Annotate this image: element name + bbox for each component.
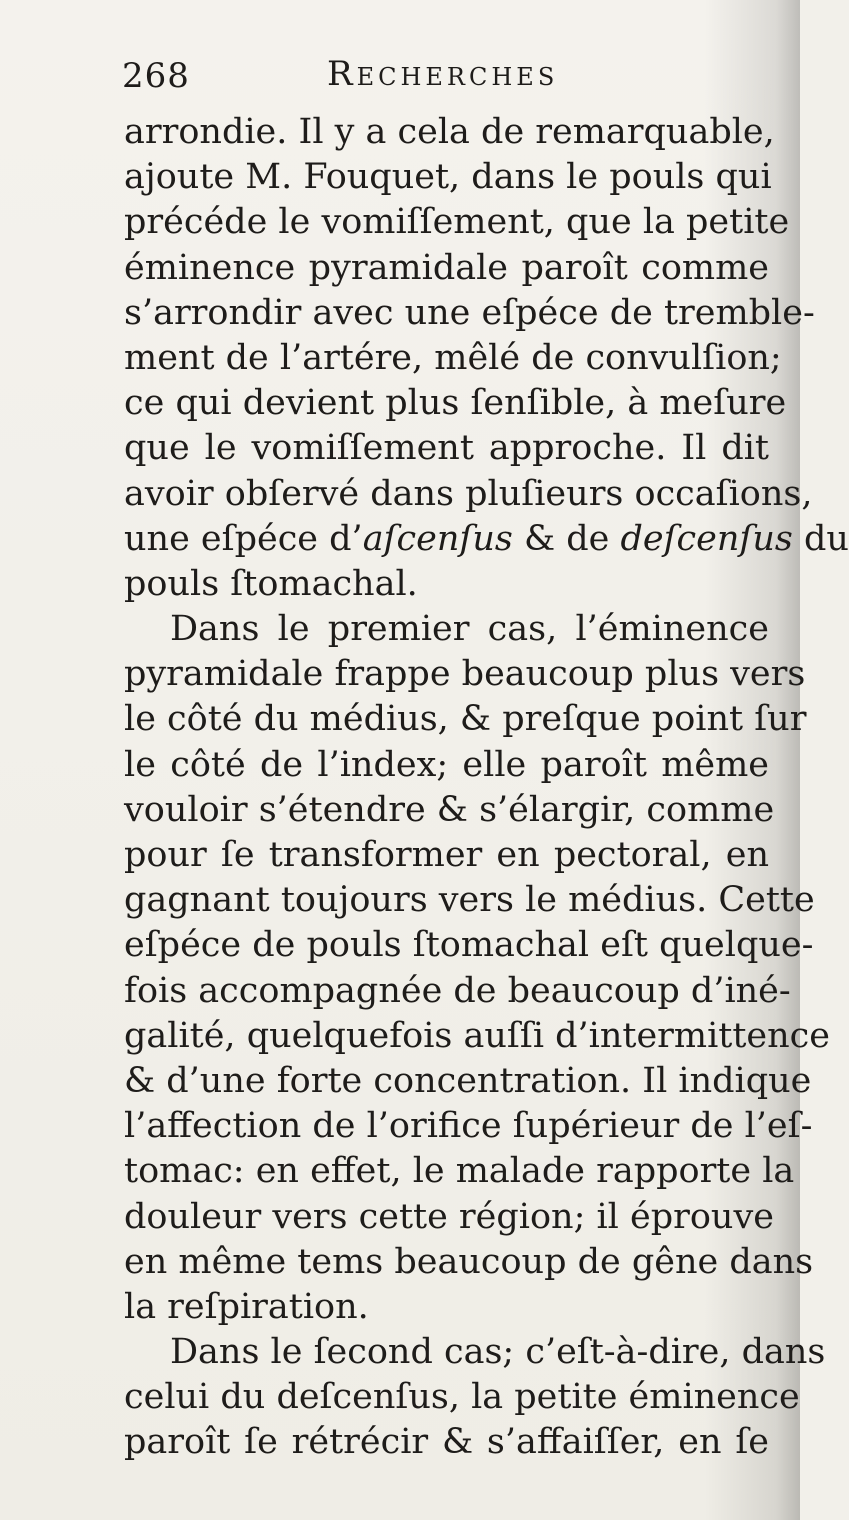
italic-term-descensus: deſcenſus (620, 518, 793, 559)
text-segment: & de (512, 518, 621, 559)
text-line: ce qui devient plus ſenſible, à meſure (124, 383, 787, 424)
running-title: Recherches (327, 54, 559, 94)
text-line: paroît ſe rétrécir & s’affaiſſer, en ſe (124, 1422, 769, 1463)
text-line: avoir obſervé dans pluſieurs occaſions, (124, 473, 813, 514)
running-head (122, 52, 622, 98)
italic-term-ascensus: aſcenſus (362, 518, 513, 559)
text-line: eſpéce de pouls ſtomachal eſt quelque- (124, 925, 814, 966)
text-segment: du (792, 518, 849, 559)
text-line: pyramidale frappe beaucoup plus vers (124, 654, 806, 695)
text-line: en même tems beaucoup de gêne dans (124, 1241, 814, 1282)
text-line: ment de l’artére, mêlé de convulſion; (124, 337, 782, 378)
text-line: douleur vers cette région; il éprouve (124, 1196, 774, 1237)
paragraph-start-line: Dans le premier cas, l’éminence (170, 609, 769, 650)
text-line: pour ſe transformer en pectoral, en (124, 835, 769, 875)
text-line: que le vomiſſement approche. Il dit (124, 428, 769, 469)
text-line: la reſpiration. (124, 1286, 369, 1327)
text-line: le côté de l’index; elle paroît même (124, 744, 769, 785)
text-line: ajoute M. Fouquet, dans le pouls qui (124, 157, 772, 198)
text-line: précéde le vomiſſement, que la petite (124, 202, 790, 243)
text-line: & d’une forte concentration. Il indique (124, 1060, 812, 1101)
text-line-mixed (124, 517, 849, 562)
paragraph-start-line: Dans le ſecond cas; c’eſt-à-dire, dans (170, 1332, 826, 1373)
text-line: fois accompagnée de beaucoup d’iné- (124, 970, 791, 1011)
text-line: éminence pyramidale paroît comme (124, 247, 769, 288)
text-segment: une eſpéce d’ (124, 518, 363, 559)
text-line: galité, quelquefois auſſi d’intermittence (124, 1015, 830, 1056)
text-line: le côté du médius, & preſque point ſur (124, 699, 807, 740)
text-line: s’arrondir avec une eſpéce de tremble- (124, 292, 815, 333)
text-line: vouloir s’étendre & s’élargir, comme (124, 789, 775, 830)
text-line: pouls ſtomachal. (124, 563, 418, 604)
text-line: tomac: en effet, le malade rapporte la (124, 1151, 795, 1192)
text-line: celui du deſcenſus, la petite éminence (124, 1377, 800, 1418)
text-line: l’affection de l’orifice ſupérieur de l’eſ- (124, 1106, 813, 1147)
text-line: gagnant toujours vers le médius. Cette (124, 880, 815, 921)
page-number: 268 (122, 56, 190, 96)
body-text (124, 110, 849, 1466)
text-line: arrondie. Il y a cela de remarquable, (124, 112, 775, 152)
